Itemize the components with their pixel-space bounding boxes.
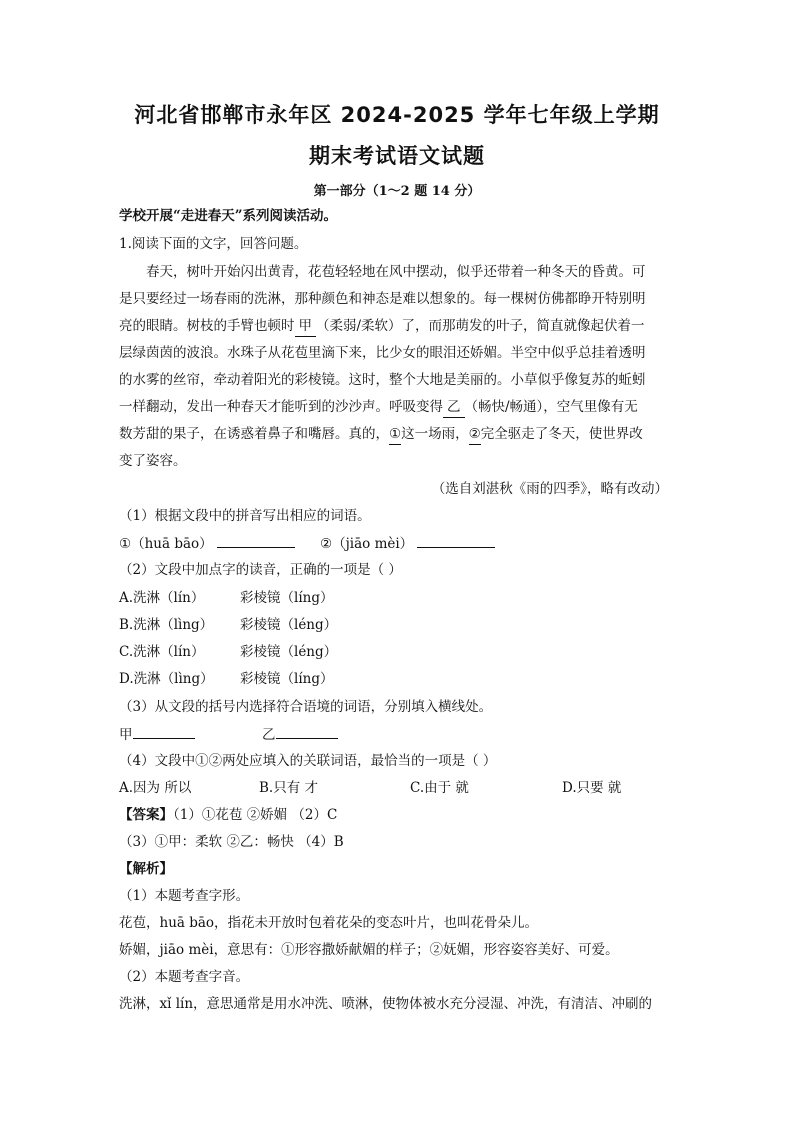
passage-line-4: 层绿茵茵的波浪。水珠子从花苞里滴下来，比少女的眼泪还娇媚。半空中似乎总挂着透明 bbox=[119, 345, 646, 361]
title-line-1: 河北省邯郸市永年区 2024-2025 学年七年级上学期 bbox=[134, 103, 660, 127]
analysis-line-1: （1）本题考查字形。 bbox=[119, 888, 250, 904]
analysis-line-2: 花苞，huā bāo，指花未开放时包着花朵的变态叶片，也叫花骨朵儿。 bbox=[119, 915, 539, 931]
blank-yi: 乙 bbox=[443, 397, 465, 418]
passage-line-7: 数芳甜的果子，在诱惑着鼻子和嘴唇。真的，①这一场雨，②完全驱走了冬天，使世界改 bbox=[119, 424, 643, 445]
analysis-line-4: （2）本题考查字音。 bbox=[119, 969, 250, 985]
sub-question-3: （3）从文段的括号内选择符合语境的词语，分别填入横线处。 bbox=[119, 699, 493, 715]
sub-question-4: （4）文段中①②两处应填入的关联词语，最恰当的一项是（ ） bbox=[119, 753, 497, 769]
pinyin-item-2: ②（jiāo mèi） bbox=[320, 533, 495, 554]
answer-label: 【答案】 bbox=[119, 807, 173, 823]
passage-line-8: 变了姿容。 bbox=[119, 453, 187, 469]
passage-line-3: 亮的眼睛。树枝的手臂也顿时 甲 （柔弱/柔软）了，而那萌发的叶子，简直就像起伏着一 bbox=[119, 316, 645, 337]
marker-1: ① bbox=[389, 424, 401, 445]
marker-2: ② bbox=[469, 424, 481, 445]
passage-source: （选自刘湛秋《雨的四季》，略有改动） bbox=[431, 481, 668, 497]
option-2a-right: 彩棱镜（líng） bbox=[240, 590, 334, 606]
option-2c-right: 彩棱镜（léng） bbox=[240, 644, 338, 660]
question-1-stem: 1.阅读下面的文字，回答问题。 bbox=[119, 236, 308, 252]
option-2a-left: A.洗淋（lín） bbox=[119, 590, 205, 606]
blank-jia: 甲 bbox=[295, 316, 317, 337]
option-4c: C.由于 就 bbox=[410, 780, 469, 796]
answer-blank-2[interactable] bbox=[417, 533, 495, 548]
answer-line-1: 【答案】（1）①花苞 ②娇媚 （2）C bbox=[119, 807, 338, 823]
fill-jia: 甲 bbox=[119, 724, 195, 745]
fill-yi: 乙 bbox=[262, 724, 338, 745]
option-2d-left: D.洗淋（lìng） bbox=[119, 671, 214, 687]
option-4b: B.只有 才 bbox=[259, 780, 319, 796]
option-4d: D.只要 就 bbox=[562, 780, 622, 796]
option-2d-right: 彩棱镜（líng） bbox=[240, 671, 334, 687]
title-line-2: 期末考试语文试题 bbox=[309, 144, 485, 168]
option-2b-right: 彩棱镜（léng） bbox=[240, 617, 338, 633]
passage-line-6: 一样翻动，发出一种春天才能听到的沙沙声。呼吸变得 乙 （畅快/畅通），空气里像有无 bbox=[119, 397, 638, 418]
option-2c-left: C.洗淋（lín） bbox=[119, 644, 205, 660]
sub-question-1: （1）根据文段中的拼音写出相应的词语。 bbox=[119, 508, 371, 524]
passage-line-1: 春天，树叶开始闪出黄青，花苞轻轻地在风中摆动，似乎还带着一种冬天的昏黄。可 bbox=[146, 264, 646, 280]
analysis-label: 【解析】 bbox=[119, 861, 173, 877]
sub-question-2: （2）文段中加点字的读音，正确的一项是（ ） bbox=[119, 562, 402, 578]
option-2b-left: B.洗淋（lìng） bbox=[119, 617, 214, 633]
answer-line-2: （3）①甲：柔软 ②乙：畅快 （4）B bbox=[119, 834, 344, 850]
analysis-line-5: 洗淋，xǐ lín，意思通常是用水冲洗、喷淋，使物体被水充分浸湿、冲洗，有清洁、冲刷的 bbox=[119, 996, 653, 1012]
answer-blank-jia[interactable] bbox=[133, 724, 195, 739]
option-4a: A.因为 所以 bbox=[119, 780, 192, 796]
activity-intro: 学校开展“走进春天”系列阅读活动。 bbox=[119, 208, 338, 224]
passage-line-5: 的水雾的丝帘，牵动着阳光的彩棱镜。这时，整个大地是美丽的。小草似乎像复苏的蚯蚓 bbox=[119, 372, 646, 388]
passage-line-2: 是只要经过一场春雨的洗淋，那种颜色和神态是难以想象的。每一棵树仿佛都睁开特别明 bbox=[119, 291, 646, 307]
answer-blank-yi[interactable] bbox=[276, 724, 338, 739]
answer-blank-1[interactable] bbox=[217, 533, 295, 548]
pinyin-item-1: ①（huā bāo） bbox=[119, 533, 295, 554]
analysis-line-3: 娇媚，jiāo mèi，意思有：①形容撒娇献媚的样子；②妩媚，形容姿容美好、可爱。 bbox=[119, 942, 619, 958]
part-heading: 第一部分（1～2 题 14 分） bbox=[313, 184, 481, 199]
